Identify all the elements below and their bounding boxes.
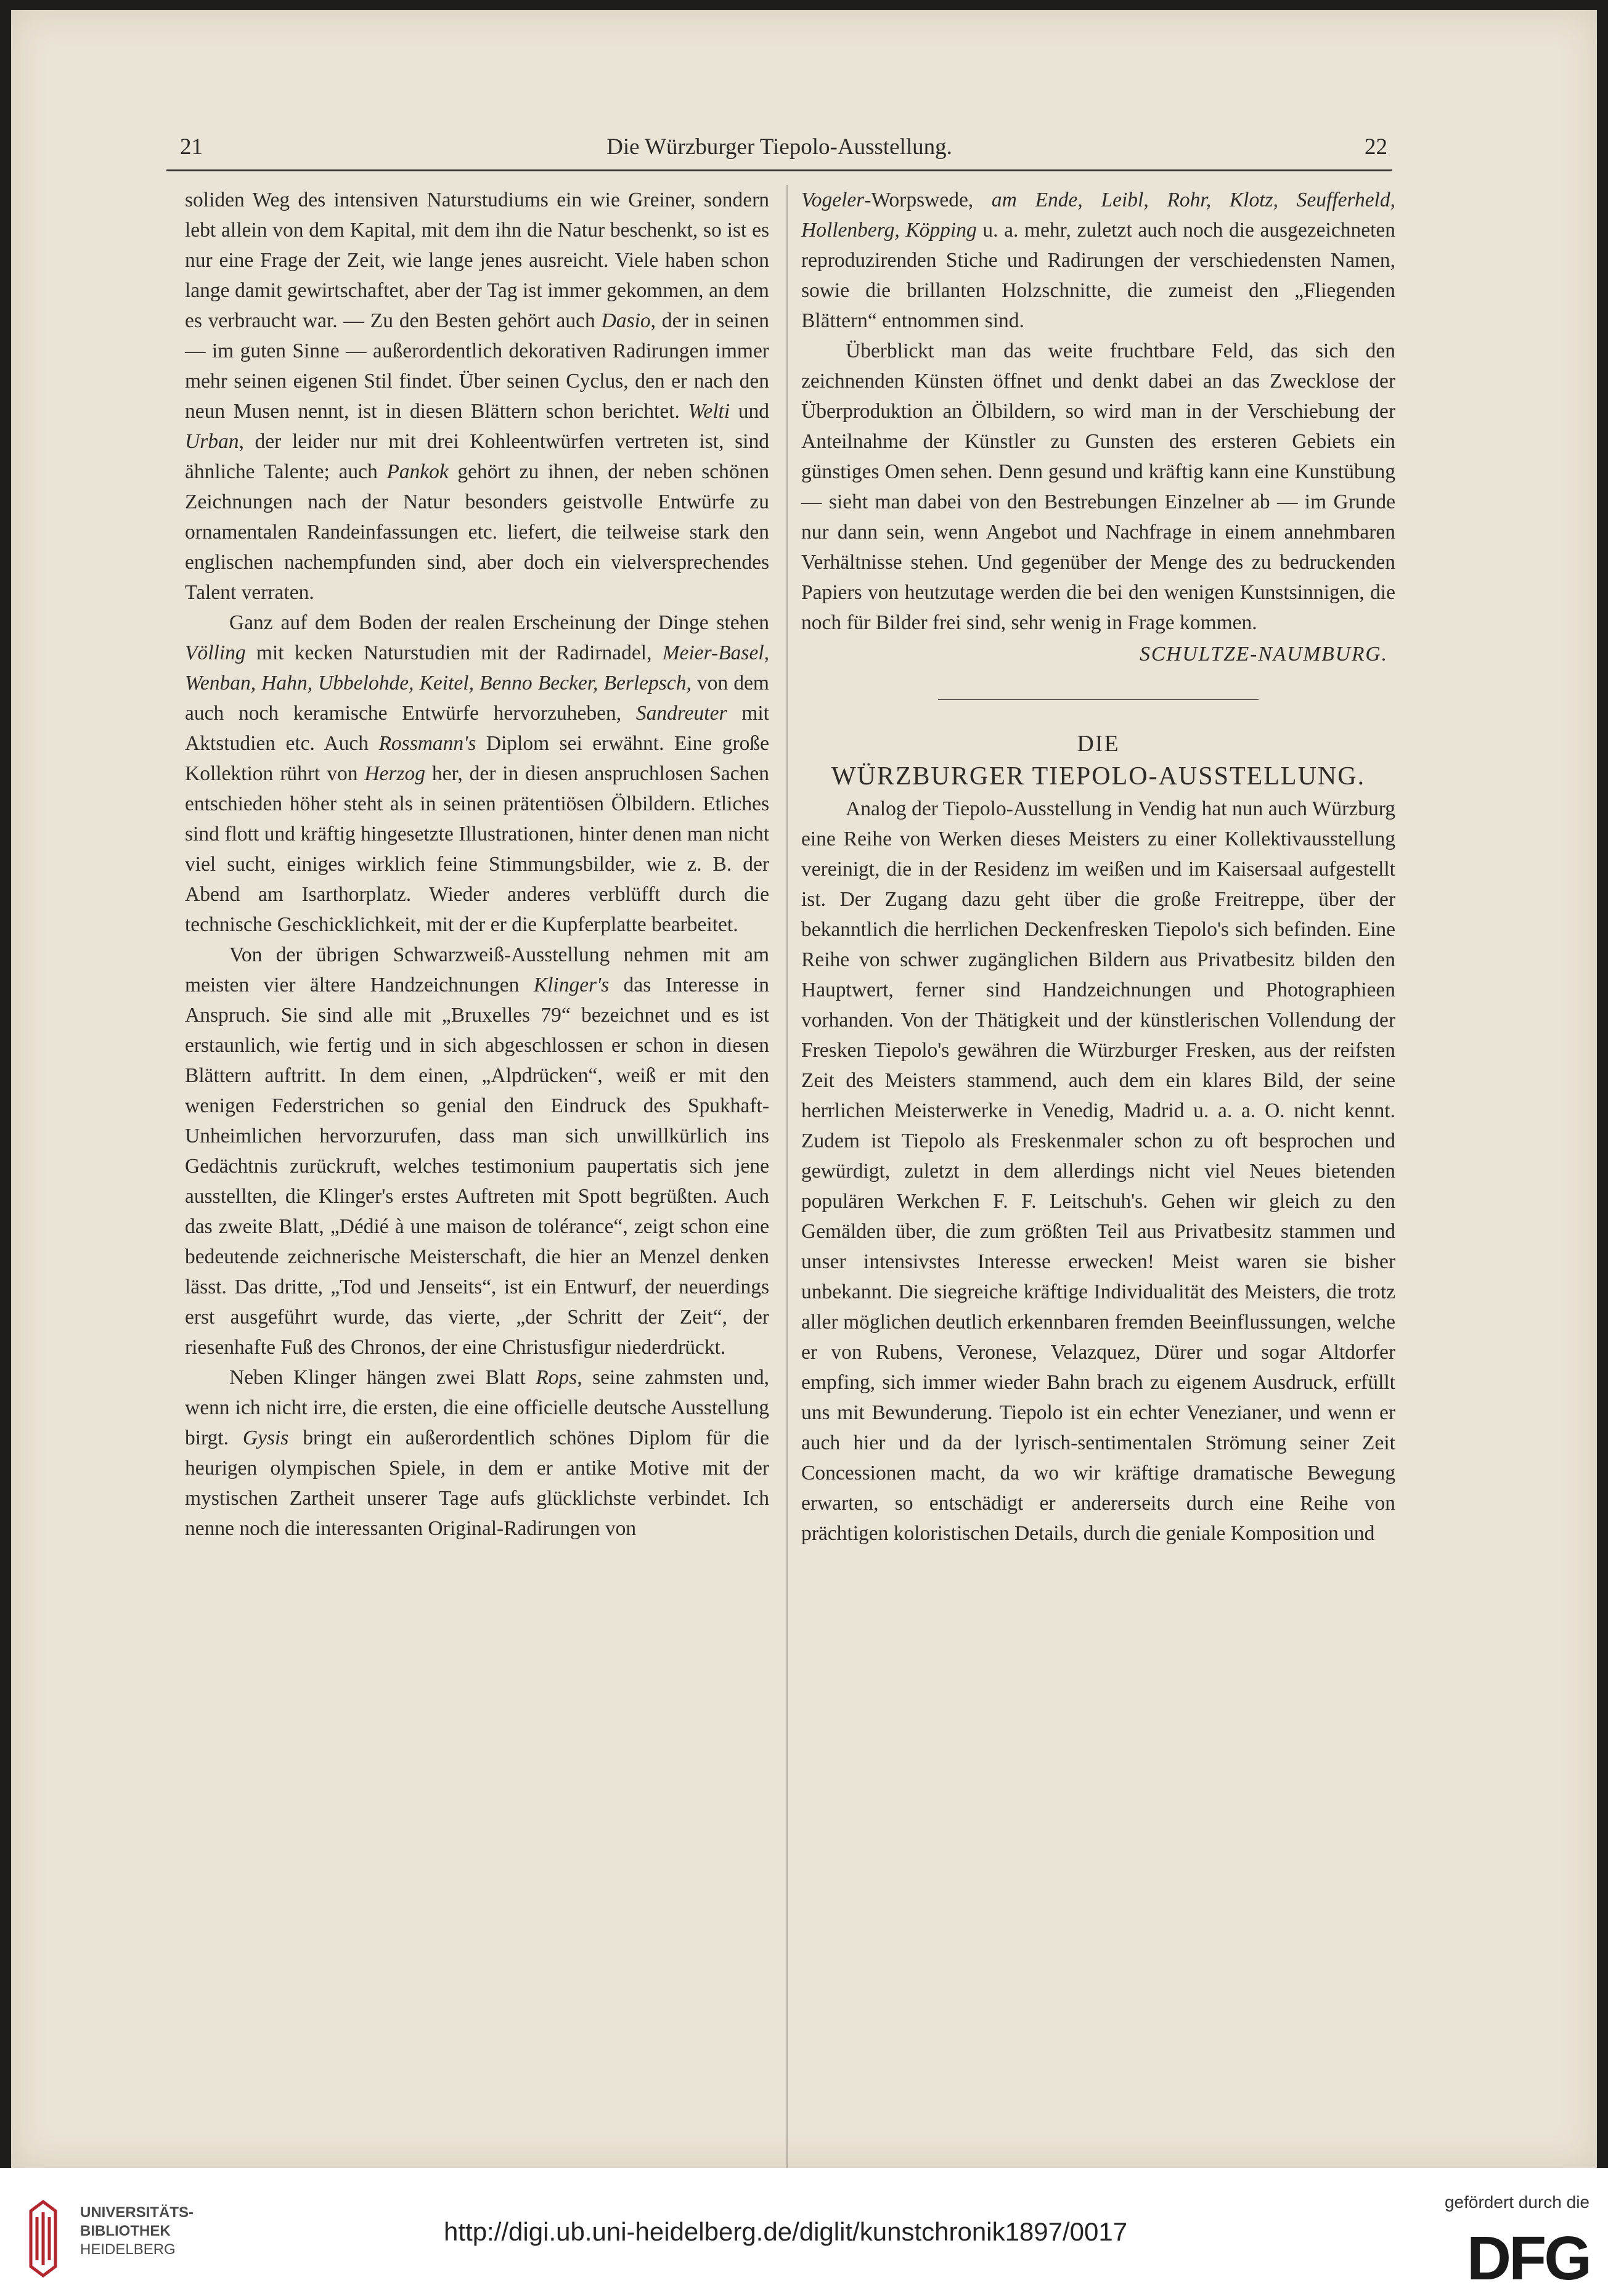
funded-by-label: gefördert durch die	[1444, 2192, 1590, 2212]
author-signature: SCHULTZE-NAUMBURG.	[1140, 643, 1388, 666]
paragraph: Überblickt man das weite fruchtbare Feld, das sich den zeichnenden Künsten öffnet und denkt dabei an das Zwecklose der Überproduktion an Ölbildern, so wird man in der Verschiebung der Anteilnahme der Künstler zu Gunsten des ersteren Gebiets ein günstiges Omen sehen. Denn gesund und kräftig kann eine Kunstübung — sieht man dabei von den Bestrebungen Einzelner ab — im Grunde nur dann sein, wenn Angebot und Nachfrage in einem annehmbaren Verhältnisse stehen. Und gegenüber der Menge des zu bedruckenden Papiers von heutzutage werden die bei den wenigen Kunstsinnigen, die noch für Bilder frei sind, sehr wenig in Frage kommen.	[801, 340, 1395, 634]
paragraph: Von der übrigen Schwarzweiß-Ausstellung nehmen mit am meisten vier ältere Handzeichnungen Klinger's das Interesse in Anspruch. Sie sind alle mit „Bruxelles 79“ bezeichnet und es ist erstaunlich, wie fertig und in sich abgeschlossen er schon in diesen Blättern auftritt. In dem einen, „Alpdrücken“, weiß er mit den wenigen Federstrichen so genial den Eindruck des Spukhaft-Unheimlichen hervorzurufen, dass man sich unwillkürlich ins Gedächtnis zurückruft, welches testimonium paupertatis sich jene ausstellten, die Klinger's erstes Auftreten mit Spott begrüßten. Auch das zweite Blatt, „Dédié à une maison de tolérance“, zeigt schon eine bedeutende zeichnerische Meisterschaft, die hier an Menzel denken lässt. Das dritte, „Tod und Jenseits“, ist ein Entwurf, der neuerdings erst ausgeführt wurde, das vierte, „der Schritt der Zeit“, der riesenhafte Fuß des Chronos, der eine Christusfigur niederdrückt.	[185, 943, 769, 1359]
library-logo-icon	[25, 2199, 62, 2279]
paragraph: Ganz auf dem Boden der realen Erscheinung der Dinge stehen Völling mit kecken Naturstudien mit der Radirnadel, Meier-Basel, Wenban, Hahn, Ubbelohde, Keitel, Benno Becker, Berlepsch, von dem auch noch keramische Entwürfe hervorzuheben, Sandreuter mit Aktstudien etc. Auch Rossmann's Diplom sei erwähnt. Eine große Kollektion rührt von Herzog her, der in diesen anspruchlosen Sachen entschieden höher steht als in seinen prätentiösen Ölbildern. Etliches sind flott und kräftig hingesetzte Illustrationen, hinter denen man nicht viel sucht, einiges wirklich feine Stimmungsbilder, wie z. B. der Abend am Isarthorplatz. Wieder anderes verblüfft durch die technische Geschicklichkeit, mit der er die Kupferplatte bearbeitet.	[185, 611, 770, 936]
section-separator	[938, 699, 1259, 700]
column-divider	[786, 185, 788, 2175]
paragraph: Neben Klinger hängen zwei Blatt Rops, seine zahmsten und, wenn ich nicht irre, die ersten, die eine officielle deutsche Ausstellung birgt. Gysis bringt ein außerordentlich schönes Diplom für die heurigen olympischen Spiele, in dem er antike Motive mit der mystischen Zartheit unserer Tage aufs glücklichste verbindet. Ich nenne noch die interessanten Original-Radirungen von	[185, 1366, 770, 1540]
paragraph: Vogeler-Worpswede, am Ende, Leibl, Rohr, Klotz, Seufferheld, Hollenberg, Köpping u. a. mehr, zuletzt auch noch die ausgezeichneten reproduzirenden Stiche und Radirungen der verschiedensten Namen, sowie die brillanten Holzschnitte, die zumeist den „Fliegenden Blättern“ entnommen sind.	[801, 189, 1396, 332]
running-title: Die Würzburger Tiepolo-Ausstellung.	[606, 134, 952, 160]
library-name: UNIVERSITÄTS- BIBLIOTHEK HEIDELBERG	[80, 2204, 194, 2258]
source-url-link[interactable]: http://digi.ub.uni-heidelberg.de/diglit/kunstchronik1897/0017	[444, 2217, 1128, 2246]
dfg-logo: DFG	[1466, 2224, 1590, 2293]
digitization-footer	[0, 2168, 1608, 2296]
left-column	[185, 185, 769, 1544]
running-header	[166, 126, 1392, 171]
article-title-line2: WÜRZBURGER TIEPOLO-AUSSTELLUNG.	[831, 762, 1366, 791]
paragraph: soliden Weg des intensiven Naturstudiums ein wie Greiner, sondern lebt allein von dem Kapital, mit dem ihn die Natur beschenkt, so ist es nur eine Frage der Zeit, wie lange jenes ausreicht. Viele haben schon lange damit gewirtschaftet, aber der Tag ist immer gekommen, an dem es verbraucht war. — Zu den Besten gehört auch Dasio, der in seinen — im guten Sinne — außerordentlich dekorativen Radirungen immer mehr seinen eigenen Stil findet. Über seinen Cyclus, den er nach den neun Musen nennt, ist in diesen Blättern schon berichtet. Welti und Urban, der leider nur mit drei Kohleentwürfen vertreten ist, sind ähnliche Talente; auch Pankok gehört zu ihnen, der neben schönen Zeichnungen nach der Natur besonders geistvolle Entwürfe zu ornamentalen Randeinfassungen etc. liefert, die teilweise stark den englischen nachempfunden sind, aber doch ein vielversprechendes Talent verraten.	[185, 189, 769, 604]
page-number-right: 22	[1365, 134, 1387, 160]
page-number-left: 21	[180, 134, 203, 160]
paragraph: Analog der Tiepolo-Ausstellung in Vendig hat nun auch Würzburg eine Reihe von Werken dieses Meisters zu einer Kollektivausstellung vereinigt, die in der Residenz im weißen und im Kaisersaal aufgestellt ist. Der Zugang dazu geht über die große Freitreppe, über der bekanntlich die herrlichen Deckenfresken Tiepolo's sich befinden. Eine Reihe von schwer zugänglichen Bildern aus Privatbesitz bilden den Hauptwert, ferner sind Handzeichnungen und Photographieen vorhanden. Von der Thätigkeit und der künstlerischen Vollendung der Fresken Tiepolo's gewähren die Würzburger Fresken, aus der reifsten Zeit des Meisters stammend, auch dem ein klares Bild, der seine herrlichen Meisterwerke in Venedig, Madrid u. a. a. O. nicht kennt. Zudem ist Tiepolo als Freskenmaler schon zu oft besprochen und gewürdigt, zuletzt in dem allerdings nicht viel Neues bietenden populären Werkchen F. F. Leitschuh's. Gehen wir gleich zu den Gemälden über, die zum größten Teil aus Privatbesitz stammen und unser intensivstes Interesse erwecken! Meist waren sie bisher unbekannt. Die siegreiche kräftige Individualität des Meisters, die trotz aller möglichen deutlich erkennbaren fremden Beeinflussungen, welche er von Rubens, Veronese, Velazquez, Dürer und sogar Altdorfer empfing, sich immer wieder Bahn brach zu eigenem Ausdruck, erfüllt uns mit Bewunderung. Tiepolo ist ein echter Venezianer, und wenn er auch hier und da der lyrisch-sentimentalen Strömung seiner Zeit Concessionen macht, da wo wir kräftige dramatische Bewegung erwarten, so entschädigt er andererseits durch eine Reihe von prächtigen koloristischen Details, durch die geniale Komposition und	[801, 797, 1395, 1545]
right-column	[801, 185, 1395, 1549]
article-title-line1: DIE	[1077, 731, 1120, 757]
